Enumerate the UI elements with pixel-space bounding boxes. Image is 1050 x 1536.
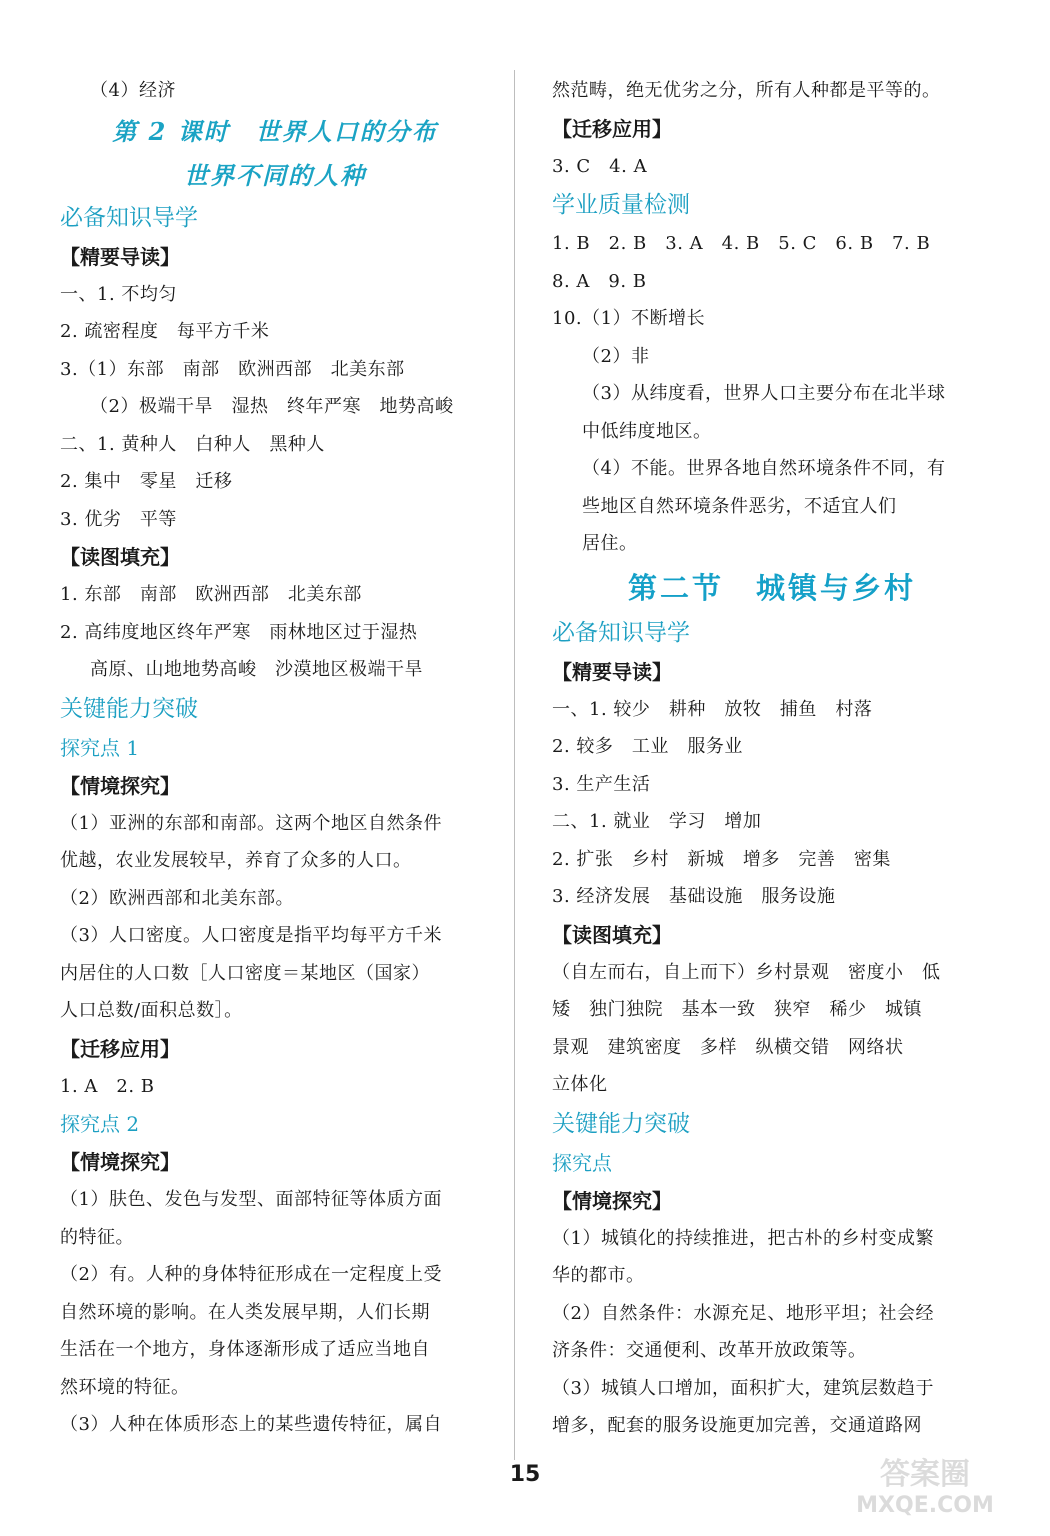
text-line: 济条件：交通便利、改革开放政策等。 xyxy=(552,1340,867,1361)
text-line: 3. 经济发展 基础设施 服务设施 xyxy=(552,886,836,907)
bracket-heading: 【情境探究】 xyxy=(60,773,180,798)
bracket-heading: 【情境探究】 xyxy=(60,1150,180,1174)
text-line: （3）城镇人口增加，面积扩大，建筑层数趋于 xyxy=(552,1377,934,1399)
text-line: 10.（1）不断增长 xyxy=(552,308,706,329)
text-line: 2. 集中 零星 迁移 xyxy=(60,471,233,492)
section-heading: 关键能力突破 xyxy=(60,695,198,722)
text-line: 3. C 4. A xyxy=(552,155,648,177)
text-line-indented: 些地区自然环境条件恶劣，不适宜人们 xyxy=(582,495,897,517)
text-line-indented: （3）从纬度看，世界人口主要分布在北半球 xyxy=(582,383,946,404)
section-heading: 关键能力突破 xyxy=(552,1110,690,1137)
text-line: 3. 优劣 平等 xyxy=(60,508,177,530)
text-line: 的特征。 xyxy=(60,1226,134,1248)
bracket-heading: 【迁移应用】 xyxy=(60,1036,180,1061)
text-line: 内居住的人口数［人口密度＝某地区（国家） xyxy=(60,962,430,984)
subsection-heading: 探究点 2 xyxy=(60,1112,140,1136)
text-line: 2. 较多 工业 服务业 xyxy=(552,736,743,757)
text-line-indented: 居住。 xyxy=(582,533,638,554)
text-line: （1）城镇化的持续推进，把古朴的乡村变成繁 xyxy=(552,1227,934,1249)
text-line-indented: 中低纬度地区。 xyxy=(582,420,712,442)
text-line-indented: （2）非 xyxy=(582,345,650,367)
watermark-logo xyxy=(830,1450,1020,1520)
text-line: 1. A 2. B xyxy=(60,1075,155,1097)
text-line: 景观 建筑密度 多样 纵横交错 网络状 xyxy=(552,1036,904,1058)
text-line: 2. 扩张 乡村 新城 增多 完善 密集 xyxy=(552,848,891,870)
text-line: 2. 高纬度地区终年严寒 雨林地区过于湿热 xyxy=(60,621,418,643)
text-line: 生活在一个地方，身体逐渐形成了适应当地自 xyxy=(60,1339,430,1360)
text-line: 一、1. 较少 耕种 放牧 捕鱼 村落 xyxy=(552,698,873,720)
text-line-indented: 高原、山地地势高峻 沙漠地区极端干旱 xyxy=(90,659,423,680)
watermark-bottom-text: MXQE.COM xyxy=(856,1493,994,1518)
text-line: 立体化 xyxy=(552,1074,608,1095)
page-number: 15 xyxy=(509,1462,541,1487)
text-line: （2）欧洲西部和北美东部。 xyxy=(60,887,294,909)
lesson-title: 世界不同的人种 xyxy=(184,160,366,190)
text-line: 二、1. 黄种人 白种人 黑种人 xyxy=(60,433,325,455)
column-divider xyxy=(514,70,515,1460)
text-line: 3.（1）东部 南部 欧洲西部 北美东部 xyxy=(60,358,405,380)
watermark-top-text: 答案圈 xyxy=(880,1457,970,1492)
text-line: 8. A 9. B xyxy=(552,270,647,292)
right-column xyxy=(552,72,992,1445)
text-line: 优越，农业发展较早，养育了众多的人口。 xyxy=(60,850,412,871)
subsection-heading: 探究点 xyxy=(552,1150,612,1175)
text-line: 人口总数/面积总数］。 xyxy=(60,1000,243,1021)
bracket-heading: 【精要导读】 xyxy=(552,659,672,684)
text-line: 1. B 2. B 3. A 4. B 5. C 6. B 7. B xyxy=(552,233,931,254)
text-line: 3. 生产生活 xyxy=(552,773,651,795)
chapter-title: 第二节 城镇与乡村 xyxy=(627,570,916,605)
text-line: （3）人口密度。人口密度是指平均每平方千米 xyxy=(60,925,442,946)
bracket-heading: 【迁移应用】 xyxy=(552,116,672,141)
bracket-heading: 【精要导读】 xyxy=(60,244,180,269)
left-column xyxy=(60,72,490,1444)
text-line: 矮 独门独院 基本一致 狭窄 稀少 城镇 xyxy=(552,999,922,1020)
text-line: 一、1. 不均匀 xyxy=(60,283,177,305)
text-line-indented: （2）极端干旱 湿热 终年严寒 地势高峻 xyxy=(90,396,454,417)
section-heading: 学业质量检测 xyxy=(552,192,690,218)
text-line: 1. 东部 南部 欧洲西部 北美东部 xyxy=(60,584,362,605)
text-line: 自然环境的影响。在人类发展早期，人们长期 xyxy=(60,1301,430,1323)
text-line: （自左而右，自上而下）乡村景观 密度小 低 xyxy=(552,961,941,983)
text-line: （2）有。人种的身体特征形成在一定程度上受 xyxy=(60,1264,442,1285)
text-line: 然环境的特征。 xyxy=(60,1376,190,1398)
text-line: 增多，配套的服务设施更加完善，交通道路网 xyxy=(552,1415,922,1436)
text-line-indented: （4）不能。世界各地自然环境条件不同，有 xyxy=(582,458,946,479)
text-line: （3）人种在体质形态上的某些遗传特征，属自 xyxy=(60,1414,442,1435)
bracket-heading: 【读图填充】 xyxy=(552,922,672,947)
lesson-title: 第 2 课时 世界人口的分布 xyxy=(112,116,438,146)
text-line: （1）肤色、发色与发型、面部特征等体质方面 xyxy=(60,1189,442,1210)
text-line: （1）亚洲的东部和南部。这两个地区自然条件 xyxy=(60,812,442,834)
bracket-heading: 【情境探究】 xyxy=(552,1188,672,1213)
text-line: 二、1. 就业 学习 增加 xyxy=(552,811,762,832)
text-line: （2）自然条件：水源充足、地形平坦；社会经 xyxy=(552,1302,934,1324)
section-heading: 必备知识导学 xyxy=(60,204,198,231)
bracket-heading: 【读图填充】 xyxy=(60,545,180,569)
section-heading: 必备知识导学 xyxy=(552,619,690,646)
text-line: 华的都市。 xyxy=(552,1265,645,1286)
subsection-heading: 探究点 1 xyxy=(60,735,140,760)
text-line: 然范畴，绝无优劣之分，所有人种都是平等的。 xyxy=(552,80,941,101)
text-line-indented: （4）经济 xyxy=(90,80,176,101)
text-line: 2. 疏密程度 每平方千米 xyxy=(60,321,270,342)
